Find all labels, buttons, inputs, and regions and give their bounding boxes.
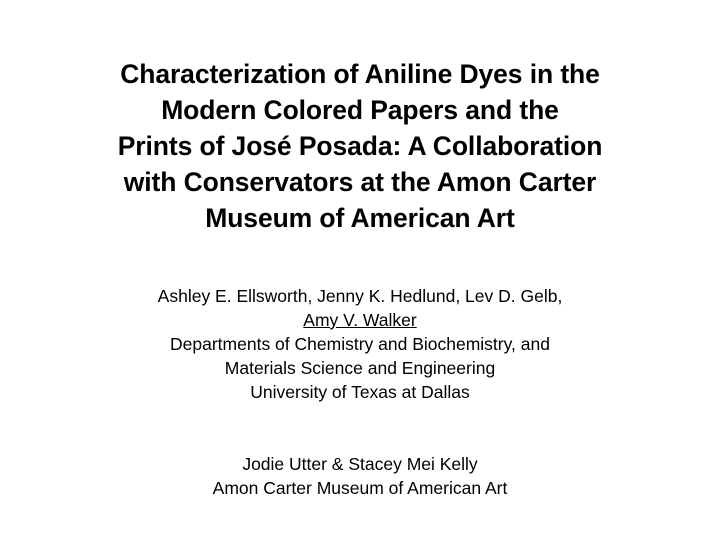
collaborator-names: Jodie Utter & Stacey Mei Kelly [242, 454, 478, 474]
affiliation-line: Materials Science and Engineering [224, 358, 496, 378]
title-line: with Conservators at the Amon Carter [123, 167, 597, 197]
title-line: Museum of American Art [205, 203, 515, 233]
affiliation-line: Departments of Chemistry and Biochemistry, and [170, 334, 550, 354]
authors-block [40, 284, 680, 404]
title-line: Characterization of Aniline Dyes in the [120, 59, 600, 89]
title-line: Modern Colored Papers and the [161, 95, 559, 125]
affiliation-line: University of Texas at Dallas [250, 382, 470, 402]
title-line: Prints of José Posada: A Collaboration [117, 131, 603, 161]
collaborators-block [40, 452, 680, 500]
collaborator-institution: Amon Carter Museum of American Art [212, 478, 508, 498]
slide-title [40, 56, 680, 236]
presenting-author: Amy V. Walker [303, 310, 417, 330]
author-list: Ashley E. Ellsworth, Jenny K. Hedlund, Lev D. Gelb, [157, 286, 563, 306]
